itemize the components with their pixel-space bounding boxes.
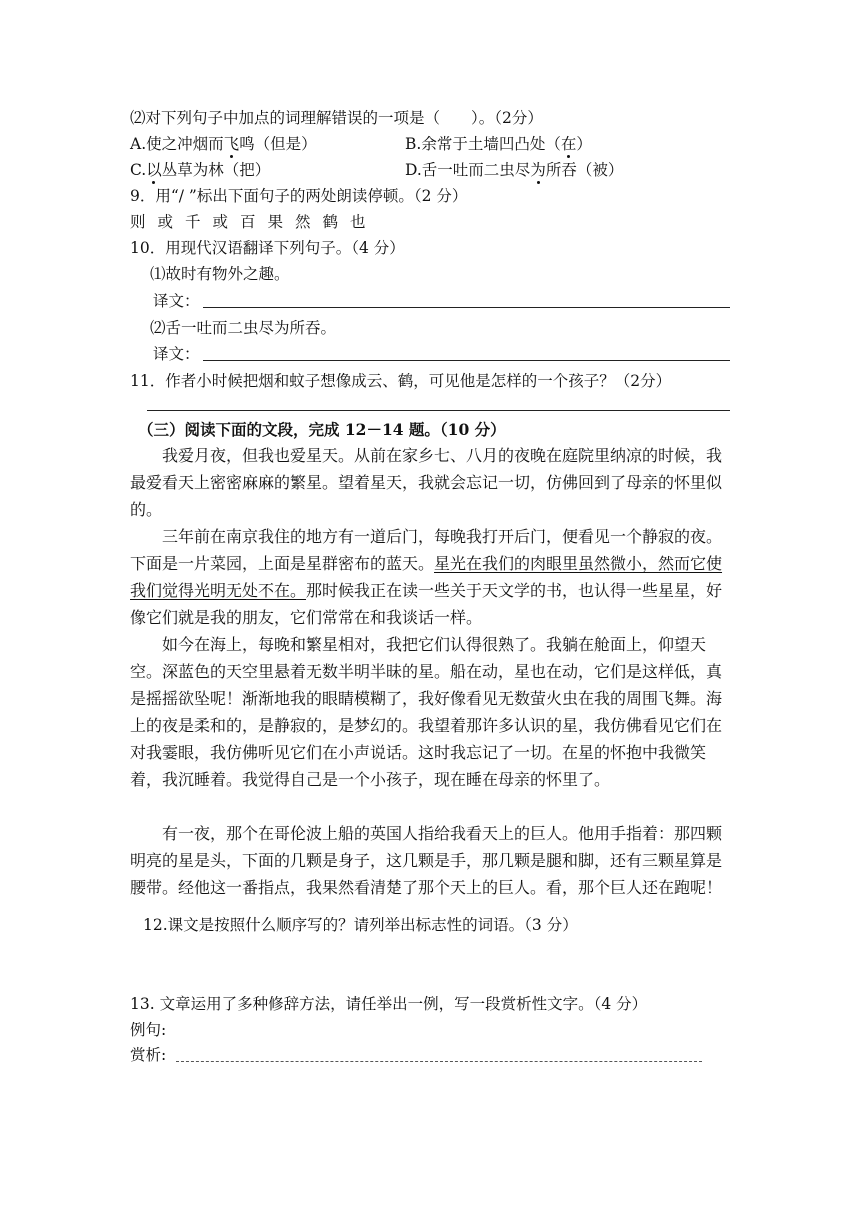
q8-option-b: B.余常于土墙凹凸处（在） bbox=[405, 135, 592, 153]
passage-paragraph-1: 我爱月夜，但我也爱星天。从前在家乡七、八月的夜晚在庭院里纳凉的时候，我最爱看天上密密麻麻的繁星。望着星天，我就会忘记一切，仿佛回到了母亲的怀里似的。 bbox=[130, 446, 723, 519]
emphasis-dot: 在 bbox=[560, 135, 577, 153]
q8-2-stem: ⑵对下列句子中加点的词理解错误的一项是（ ）。（2分） bbox=[130, 109, 543, 127]
q11-stem: 11．作者小时候把烟和蚊子想像成云、鹤，可见他是怎样的一个孩子？（2分） bbox=[130, 372, 672, 390]
passage-paragraph-3: 如今在海上，每晚和繁星相对，我把它们认得很熟了。我躺在舱面上，仰望天空。深蓝色的天空里悬着无数半明半昧的星。船在动，星也在动，它们是这样低，真是摇摇欲坠呢！渐渐地我的眼睛模糊了，我好像看见无数萤火虫在我的周围飞舞。海上的夜是柔和的，是静寂的，是梦幻的。我望着那许多认识的星，我仿佛看见它们在对我霎眼，我仿佛听见它们在小声说话。这时我忘记了一切。在星的怀抱中我微笑着，我沉睡着。我觉得自己是一个小孩子，现在睡在母亲的怀里了。 bbox=[130, 635, 723, 789]
q9-sentence: 则或千或百果然鹤也 bbox=[130, 213, 378, 231]
emphasis-dot: 以 bbox=[146, 161, 162, 179]
underlined-sentence: 星光在我们的肉眼里虽然微小，然而它使我们觉得光明无处不在。 bbox=[130, 554, 723, 600]
q10-stem: 10．用现代汉语翻译下列句子。（4 分） bbox=[130, 239, 405, 257]
emphasis-dot: 飞 bbox=[223, 135, 240, 153]
passage-paragraph-2: 三年前在南京我住的地方有一道后门，每晚我打开后门，便看见一个静寂的夜。下面是一片菜园，上面是星群密布的蓝天。星光在我们的肉眼里虽然微小，然而它使我们觉得光明无处不在。那时候我正在读一些关于天文学的书，也认得一些星星，好像它们就是我的朋友，它们常常在和我谈话一样。 bbox=[130, 527, 723, 627]
q9-stem: 9．用“/ ”标出下面句子的两处朗读停顿。（2 分） bbox=[130, 187, 468, 205]
q13-example-label: 例句: bbox=[130, 1021, 167, 1039]
q8-option-a: A.使之冲烟而飞鸣（但是） bbox=[130, 135, 317, 153]
q11-answer-line[interactable] bbox=[147, 410, 730, 411]
q8-option-c: C.以丛草为林（把） bbox=[130, 161, 271, 179]
q13-analysis-label: 赏析: bbox=[130, 1046, 167, 1064]
section3-heading: （三）阅读下面的文段，完成 12－14 题。（10 分） bbox=[138, 420, 506, 439]
q10-translate-label-2: 译文： bbox=[153, 345, 200, 363]
q8-option-d: D.舌一吐而二虫尽为所吞（被） bbox=[405, 161, 624, 179]
q10-translate-label-1: 译文： bbox=[153, 292, 200, 310]
q13-stem: 13. 文章运用了多种修辞方法，请任举出一例，写一段赏析性文字。（4 分） bbox=[130, 995, 648, 1013]
q10-sentence-2: ⑵舌一吐而二虫尽为所吞。 bbox=[150, 319, 337, 337]
passage-paragraph-4: 有一夜，那个在哥伦波上船的英国人指给我看天上的巨人。他用手指着：那四颗明亮的星是头，下面的几颗是身子，这几颗是手，那几颗是腿和脚，还有三颗星算是腰带。经他这一番指点，我果然看清楚了那个天上的巨人。看，那个巨人还在跑呢！ bbox=[130, 824, 723, 897]
q13-answer-line[interactable] bbox=[176, 1061, 702, 1062]
q10-sentence-1: ⑴故时有物外之趣。 bbox=[150, 265, 290, 283]
emphasis-dot: 为 bbox=[530, 161, 546, 179]
q10-answer-line-2[interactable] bbox=[203, 360, 730, 361]
q10-answer-line-1[interactable] bbox=[203, 307, 730, 308]
q12-stem: 12.课文是按照什么顺序写的？请列举出标志性的词语。（3 分） bbox=[143, 916, 578, 934]
